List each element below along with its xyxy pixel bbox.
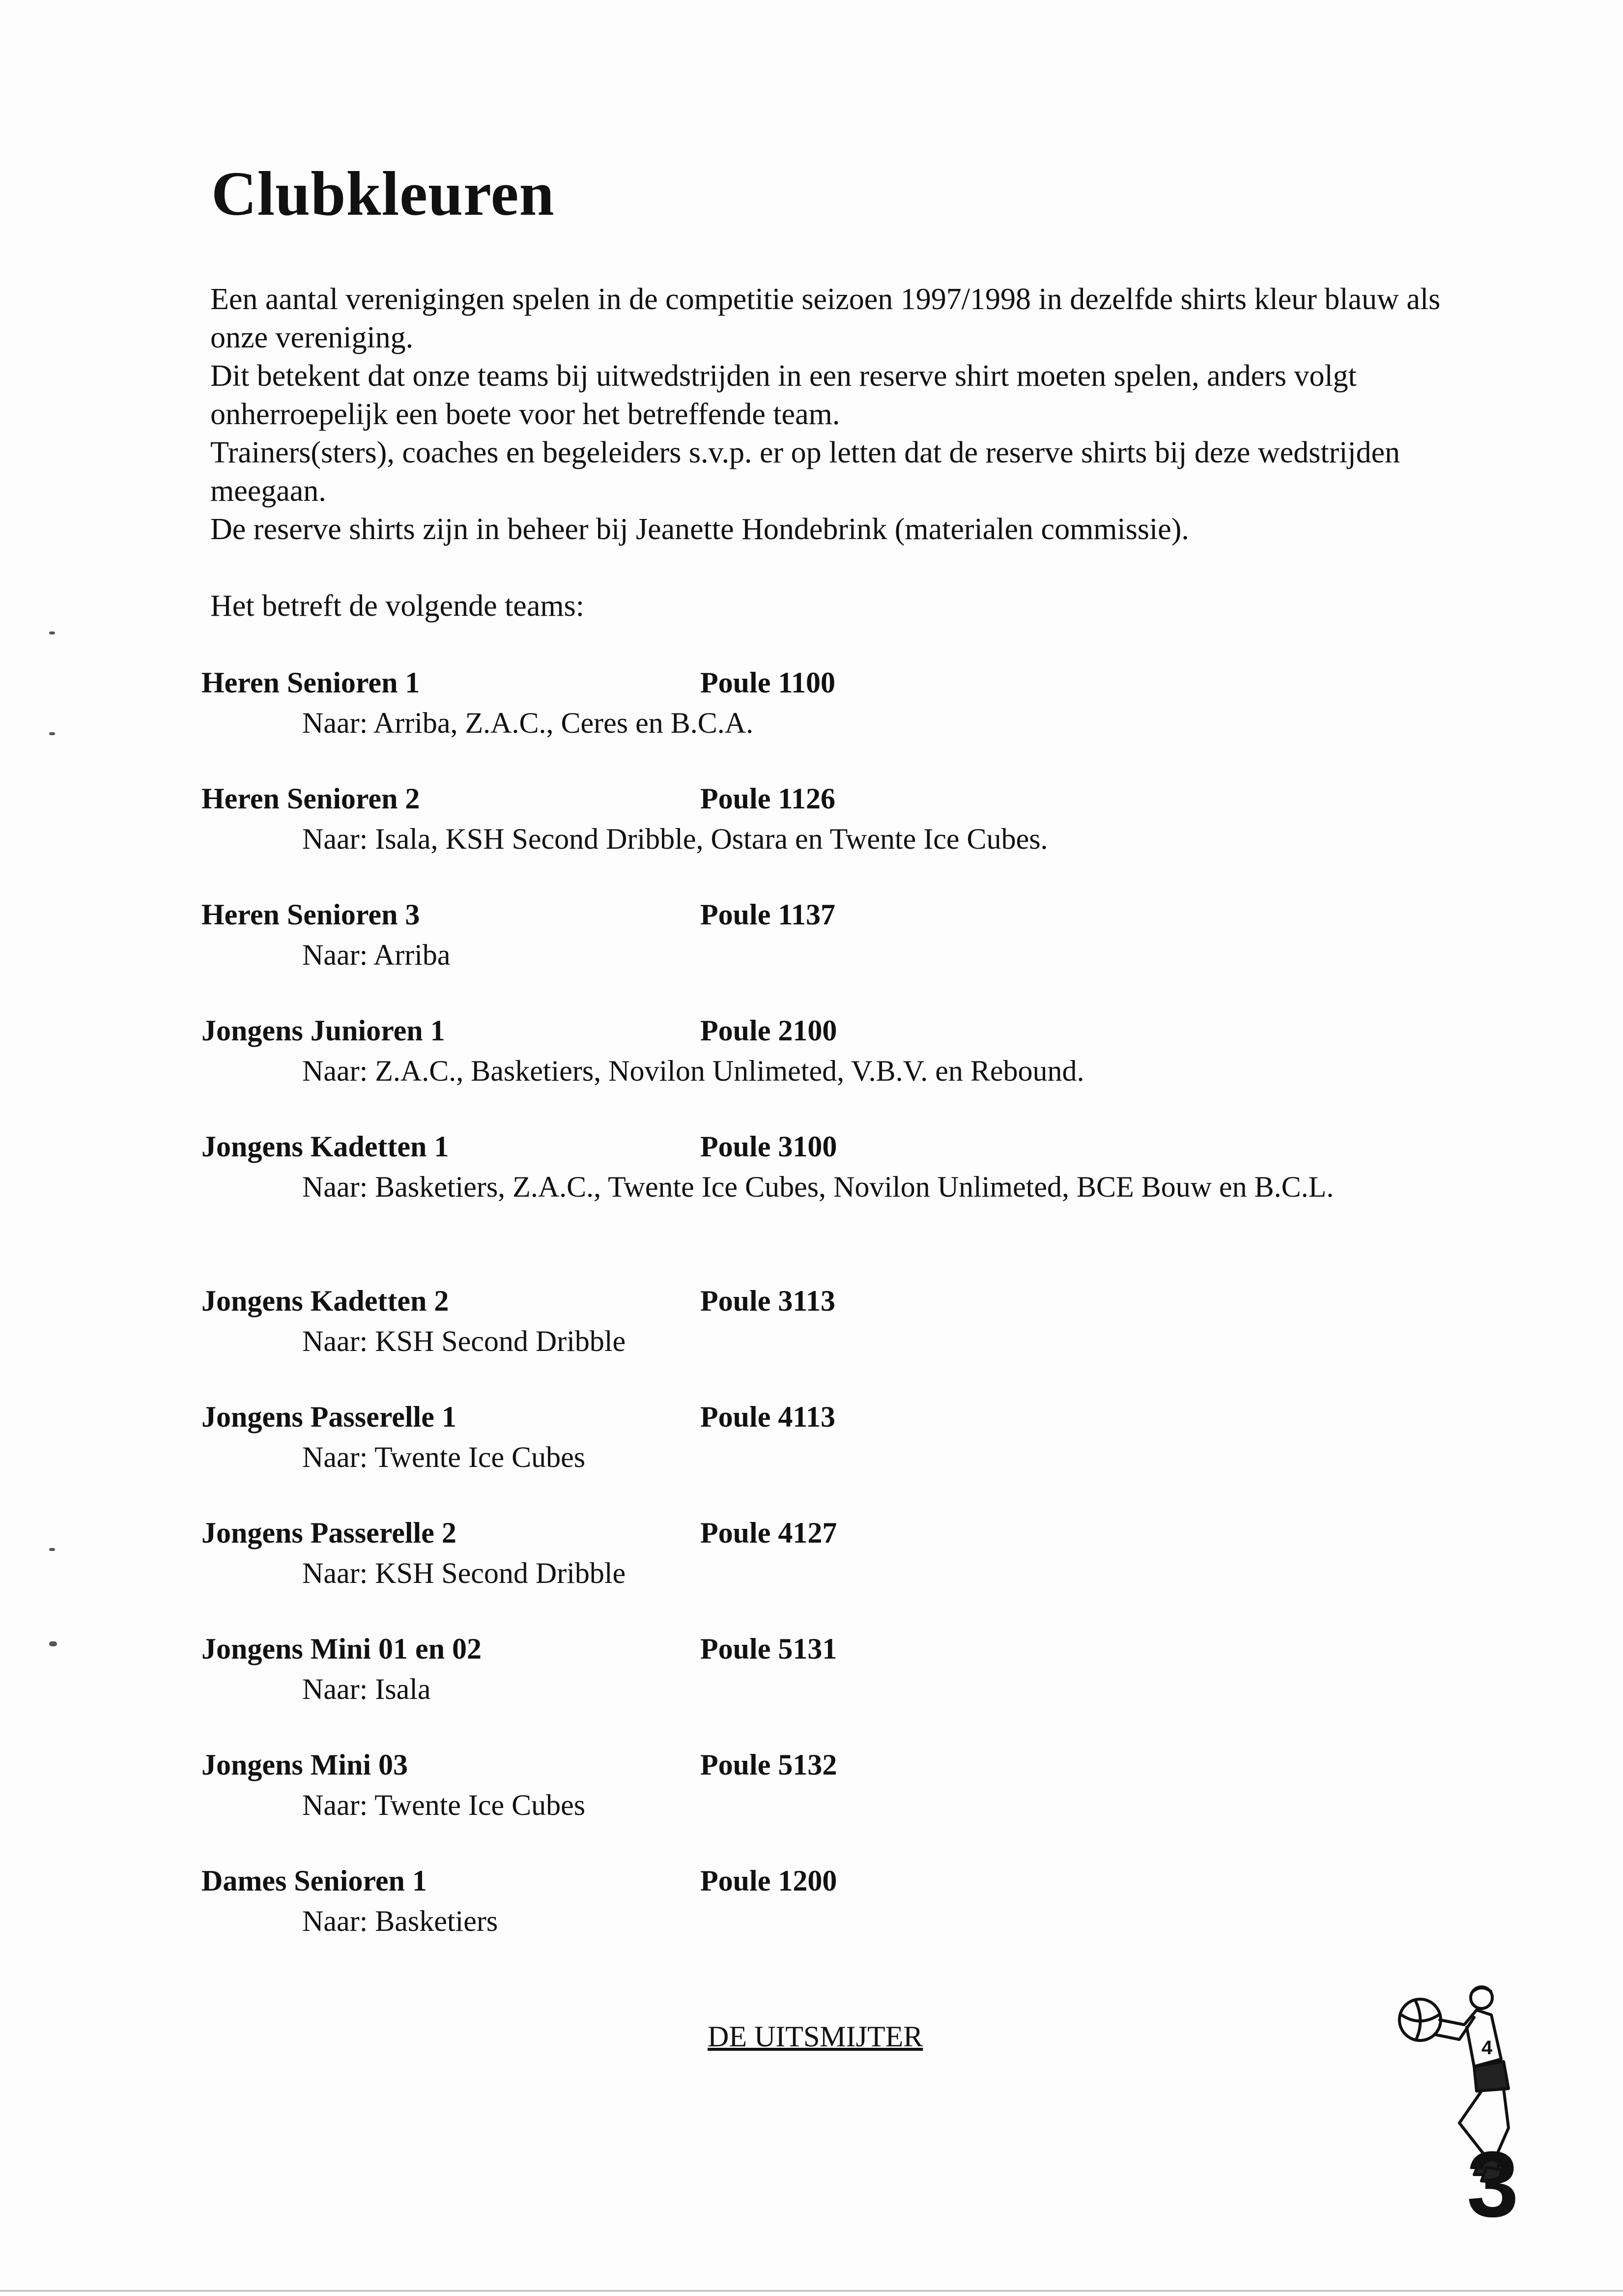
team-name: Jongens Junioren 1: [201, 1014, 445, 1047]
intro-paragraph: Trainers(sters), coaches en begeleiders s.v.p. er op letten dat de reserve shirts bij deze wedstrijden meegaan.: [210, 436, 1400, 508]
intro-paragraph: Een aantal verenigingen spelen in de competitie seizoen 1997/1998 in dezelfde shirts kleur blauw als onze vereniging.: [210, 283, 1441, 354]
team-name: Jongens Passerelle 2: [201, 1517, 456, 1549]
team-poule: Poule 4127: [700, 1517, 837, 1549]
team-opponents: Naar: KSH Second Dribble: [302, 1325, 626, 1357]
team-poule: Poule 5131: [700, 1633, 837, 1665]
team-poule: Poule 1126: [700, 782, 836, 815]
team-name: Jongens Mini 01 en 02: [201, 1633, 482, 1665]
team-name: Jongens Kadetten 2: [201, 1285, 449, 1317]
team-entry: [201, 1284, 1479, 1400]
intro-paragraph: De reserve shirts zijn in beheer bij Jeanette Hondebrink (materialen commissie).: [210, 513, 1189, 546]
team-entry: [201, 1864, 1479, 1980]
team-entry: [201, 1516, 1479, 1632]
team-name: Heren Senioren 2: [201, 782, 420, 815]
team-poule: Poule 1100: [700, 666, 836, 699]
team-opponents: Naar: Arriba, Z.A.C., Ceres en B.C.A.: [302, 707, 754, 739]
team-entry: [201, 1014, 1479, 1130]
team-poule: Poule 5132: [700, 1749, 837, 1781]
team-name: Jongens Kadetten 1: [201, 1130, 449, 1163]
scan-mark: [49, 1641, 57, 1646]
team-entry: [201, 898, 1479, 1014]
team-name: Dames Senioren 1: [201, 1865, 427, 1897]
signature: DE UITSMIJTER: [708, 2020, 923, 2053]
team-opponents: Naar: Twente Ice Cubes: [302, 1441, 586, 1473]
team-poule: Poule 4113: [700, 1401, 836, 1433]
team-opponents: Naar: Isala, KSH Second Dribble, Ostara en Twente Ice Cubes.: [302, 823, 1048, 855]
scan-mark: [49, 1548, 55, 1551]
page-number: 3: [1467, 2132, 1519, 2237]
team-opponents: Naar: Basketiers: [302, 1905, 498, 1937]
team-poule: Poule 3100: [700, 1130, 837, 1163]
team-opponents: Naar: Basketiers, Z.A.C., Twente Ice Cubes, Novilon Unlimeted, BCE Bouw en B.C.L.: [302, 1171, 1334, 1203]
svg-text:4: 4: [1481, 2037, 1493, 2059]
teams-heading: Het betreft de volgende teams:: [210, 589, 584, 623]
team-name: Jongens Mini 03: [201, 1749, 408, 1781]
team-opponents: Naar: Twente Ice Cubes: [302, 1789, 586, 1821]
teams-list: [201, 666, 1479, 1980]
team-poule: Poule 3113: [700, 1285, 836, 1317]
team-entry: [201, 1130, 1479, 1284]
team-poule: Poule 2100: [700, 1014, 837, 1047]
team-entry: [201, 1400, 1479, 1516]
team-entry: [201, 1748, 1479, 1864]
spacer: [210, 548, 1468, 587]
team-opponents: Naar: Z.A.C., Basketiers, Novilon Unlimeted, V.B.V. en Rebound.: [302, 1055, 1084, 1087]
team-entry: [201, 1632, 1479, 1748]
team-name: Jongens Passerelle 1: [201, 1401, 456, 1433]
team-opponents: Naar: Arriba: [302, 939, 451, 971]
team-entry: [201, 666, 1479, 782]
intro-paragraph: Dit betekent dat onze teams bij uitwedstrijden in een reserve shirt moeten spelen, anders volgt onherroepelijk een boete voor het betreffende team.: [210, 359, 1357, 431]
scan-mark: [49, 732, 55, 735]
intro-text: [210, 280, 1468, 625]
page-edge: [0, 2290, 1623, 2292]
team-name: Heren Senioren 1: [201, 666, 420, 699]
team-opponents: Naar: KSH Second Dribble: [302, 1557, 626, 1589]
team-name: Heren Senioren 3: [201, 898, 420, 931]
scan-mark: [49, 631, 55, 634]
team-entry: [201, 782, 1479, 898]
page-title: Clubkleuren: [211, 159, 555, 229]
team-opponents: Naar: Isala: [302, 1673, 431, 1705]
team-poule: Poule 1137: [700, 898, 836, 931]
team-poule: Poule 1200: [700, 1865, 837, 1897]
